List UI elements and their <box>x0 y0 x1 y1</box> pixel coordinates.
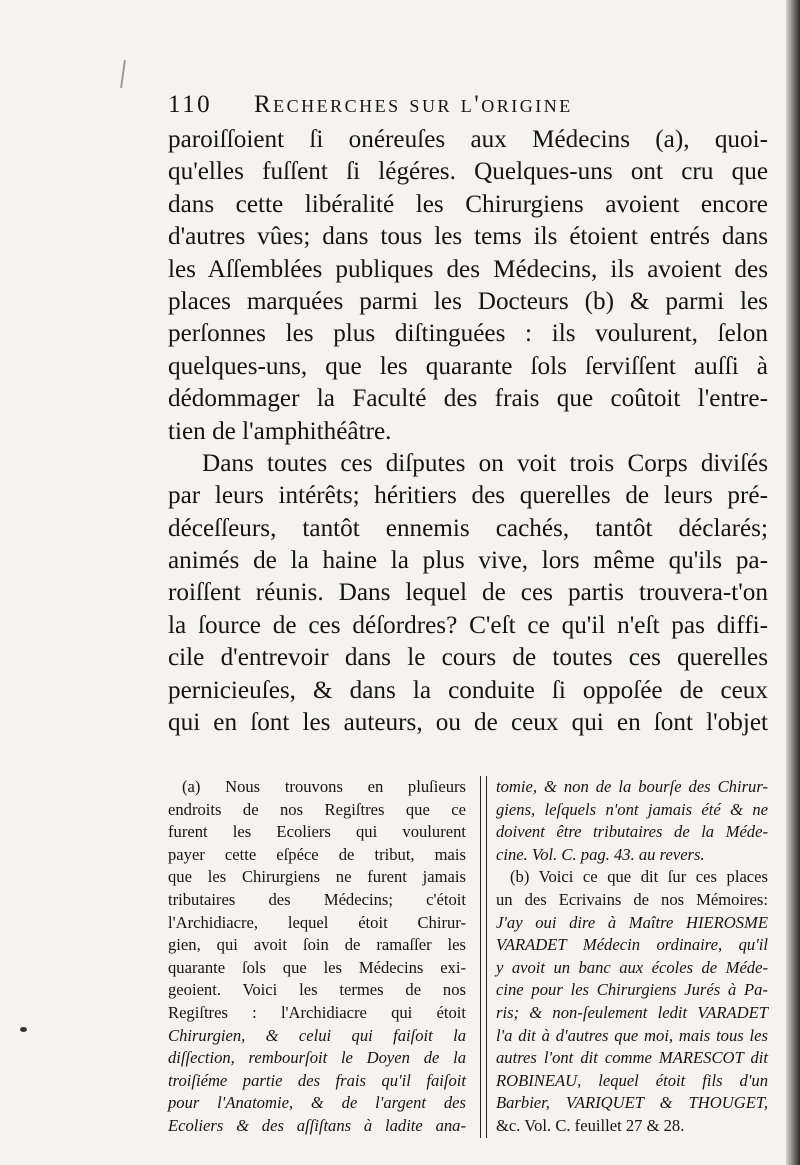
page-edge-shadow <box>786 0 800 1165</box>
footnote-line: VARADET Médecin ordinaire, qu'il <box>496 935 768 955</box>
text-line: la ſource de ces déſordres? C'eſt ce qu'il n'eſt pas diffi- <box>168 611 768 639</box>
text-line: qui en ſont les auteurs, ou de ceux qui en ſont l'objet <box>168 709 768 737</box>
footnote-line: geoient. Voici les termes de nos <box>168 980 466 1000</box>
footnote-line: l'a dit à d'autres que moi, mais tous les <box>496 1025 768 1045</box>
pencil-mark <box>120 60 126 88</box>
footnote-line: doivent être tributaires de la Méde- <box>496 822 768 842</box>
footnote-line: ris; & non-ſeulement ledit VARADET <box>496 1002 768 1022</box>
ink-spot <box>20 1027 27 1032</box>
footnote-line: troiſiéme partie des frais qu'il faiſoit <box>168 1070 466 1090</box>
footnote-a <box>168 776 466 1138</box>
text-line: les Aſſemblées publiques des Médecins, ils avoient des <box>168 255 768 283</box>
footnote-line: l'Archidiacre, lequel étoit Chirur- <box>168 912 466 932</box>
text-line: tien de l'amphithéâtre. <box>168 417 392 445</box>
text-line: paroiſſoient ſi onéreuſes aux Médecins (a), quoi- <box>168 126 768 153</box>
text-line: pernicieuſes, & dans la conduite ſi oppoſée de ceux <box>168 676 768 704</box>
text-line: d'autres vûes; dans tous les tems ils étoient entrés dans <box>168 223 768 251</box>
footnote-line: y avoit un banc aux écoles de Méde- <box>496 957 768 977</box>
footnote-line: que les Chirurgiens ne furent jamais <box>168 867 466 887</box>
footnote-line: ROBINEAU, lequel étoit fils d'un <box>496 1070 768 1090</box>
footnote-line: Ecoliers & des aſſiſtans à ladite ana- <box>168 1115 466 1135</box>
footnote-line: Chirurgien, & celui qui faiſoit la <box>168 1025 466 1045</box>
footnote-line: diſſection, rembourſoit le Doyen de la <box>168 1048 466 1068</box>
footnote-line: payer cette eſpéce de tribut, mais <box>168 844 466 864</box>
text-line: roiſſent réunis. Dans lequel de ces partis trouvera-t'on <box>168 579 768 607</box>
main-text <box>168 124 768 739</box>
footnote-line: autres l'ont dit comme MARESCOT dit <box>496 1048 768 1068</box>
text-line: qu'elles fuſſent ſi légéres. Quelques-uns ont cru que <box>168 158 768 186</box>
text-line: déceſſeurs, tantôt ennemis cachés, tantôt déclarés; <box>168 514 768 542</box>
footnote-line: Regiſtres : l'Archidiacre qui étoit <box>168 1002 466 1022</box>
footnote-line: (a) Nous trouvons en pluſieurs <box>182 777 466 796</box>
footnote-column-divider <box>480 776 487 1138</box>
footnote-line: furent les Ecoliers qui voulurent <box>168 822 466 842</box>
text-line: places marquées parmi les Docteurs (b) & parmi les <box>168 287 768 315</box>
footnote-line: gien, qui avoit ſoin de ramaſſer les <box>168 935 466 955</box>
footnote-line: un des Ecrivains de nos Mémoires: <box>496 889 768 909</box>
footnote-line: pour l'Anatomie, & de l'argent des <box>168 1093 466 1113</box>
text-line: dans cette libéralité les Chirurgiens avoient encore <box>168 190 768 218</box>
footnote-line: quarante ſols que les Médecins exi- <box>168 957 466 977</box>
footnote-line: cine. Vol. C. pag. 43. au revers. <box>496 844 705 864</box>
footnote-line: Barbier, VARIQUET & THOUGET, <box>496 1093 768 1113</box>
footnote-line: J'ay oui dire à Maître HIEROSME <box>496 912 768 932</box>
footnote-line: endroits de nos Regiſtres que ce <box>168 799 466 819</box>
footnote-line: cine pour les Chirurgiens Jurés à Pa- <box>496 980 768 1000</box>
footnote-line: &c. Vol. C. feuillet 27 & 28. <box>496 1115 685 1135</box>
text-line: par leurs intérêts; héritiers des querelles de leurs pré- <box>168 482 768 510</box>
footnote-b <box>496 776 768 1138</box>
paragraph-start-line: Dans toutes ces diſputes on voit trois Corps diviſés <box>202 449 768 477</box>
text-line: cile d'entrevoir dans le cours de toutes ces querelles <box>168 644 768 672</box>
text-line: perſonnes les plus diſtinguées : ils voulurent, ſelon <box>168 320 768 348</box>
footnote-line: tributaires des Médecins; c'étoit <box>168 889 466 909</box>
footnote-line: tomie, & non de la bourſe des Chirur- <box>496 777 768 796</box>
text-line: quelques-uns, que les quarante ſols ſerviſſent auſſi à <box>168 352 768 380</box>
text-line: dédommager la Faculté des frais que coûtoit l'entre- <box>168 385 768 413</box>
running-title: Recherches sur l'origine <box>254 91 573 118</box>
footnote-line: giens, leſquels n'ont jamais été & ne <box>496 799 768 819</box>
text-line: animés de la haine la plus vive, lors même qu'ils pa- <box>168 547 768 575</box>
running-head <box>168 91 768 125</box>
page-number: 110 <box>168 91 213 118</box>
footnote-line: (b) Voici ce que dit ſur ces places <box>510 867 768 887</box>
